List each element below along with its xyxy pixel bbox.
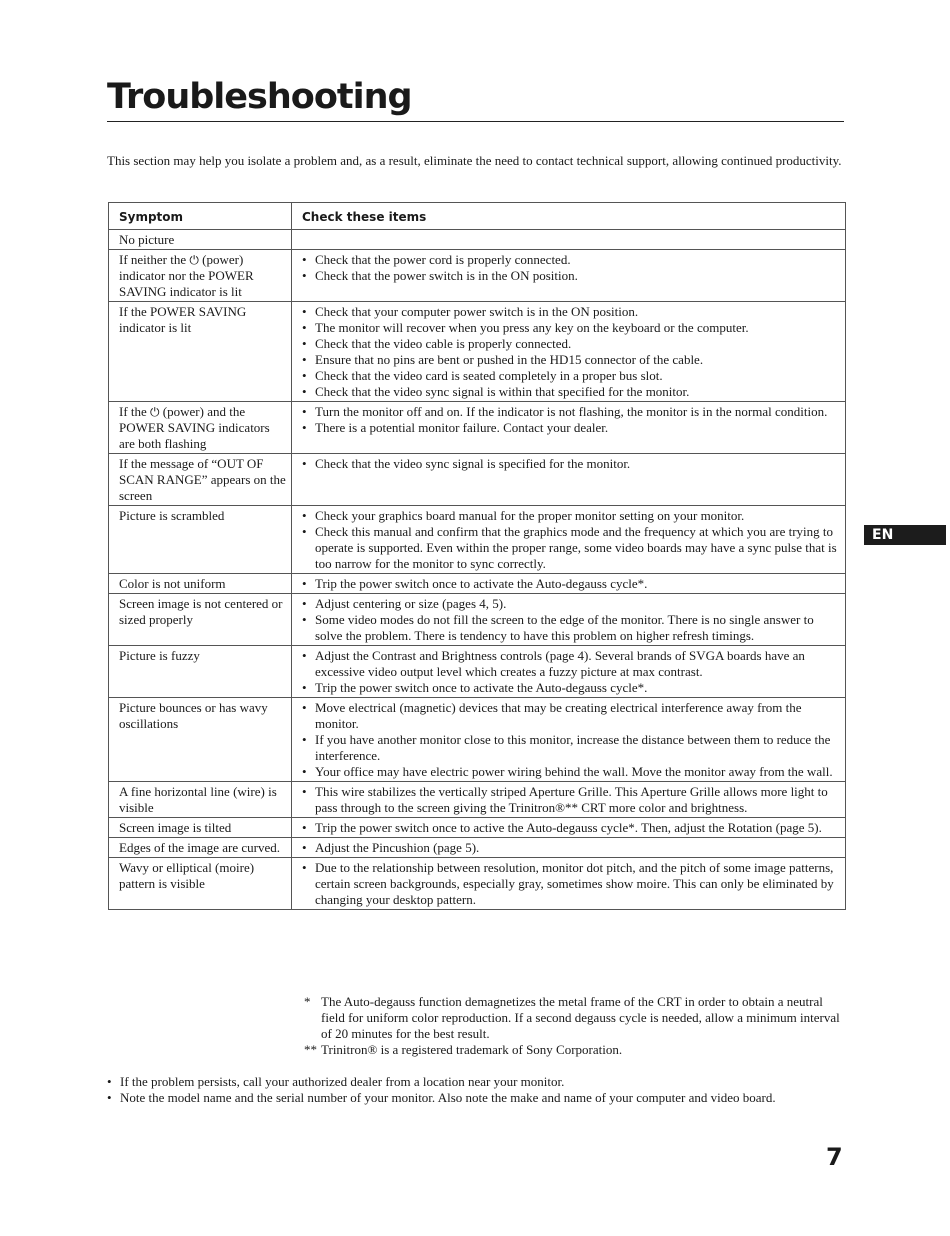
check-items-cell	[292, 818, 846, 838]
symptom-cell: Screen image is not centered or sized properly	[109, 594, 292, 646]
check-item: • There is a potential monitor failure. Contact your dealer.	[302, 420, 841, 436]
check-items-cell	[292, 302, 846, 402]
check-items-cell	[292, 646, 846, 698]
check-item: • Due to the relationship between resolution, monitor dot pitch, and the pitch of some image patterns, certain screen backgrounds, especially gray, sometimes show moire. This can only be eliminated by changing your desktop pattern.	[302, 860, 841, 908]
check-items-list	[302, 648, 841, 696]
check-items-list	[302, 576, 841, 592]
troubleshooting-table	[108, 202, 846, 910]
check-item: • If you have another monitor close to this monitor, increase the distance between them to reduce the interference.	[302, 732, 841, 764]
table-row	[109, 858, 846, 910]
check-items-cell	[292, 250, 846, 302]
check-item: • Trip the power switch once to active the Auto-degauss cycle*. Then, adjust the Rotation (page 5).	[302, 820, 841, 836]
check-item: • Check this manual and confirm that the graphics mode and the frequency at which you are trying to operate is supported. Even within the proper range, some video boards may have a sync pulse that is too narrow for the monitor to sync correctly.	[302, 524, 841, 572]
symptom-cell: Picture is fuzzy	[109, 646, 292, 698]
check-item: • Check that the power switch is in the ON position.	[302, 268, 841, 284]
table-row	[109, 574, 846, 594]
symptom-cell: Color is not uniform	[109, 574, 292, 594]
check-item: • The monitor will recover when you press any key on the keyboard or the computer.	[302, 320, 841, 336]
closing-list	[107, 1074, 847, 1106]
symptom-cell: If the POWER SAVING indicator is lit	[109, 302, 292, 402]
check-items-cell	[292, 506, 846, 574]
check-items-cell	[292, 230, 846, 250]
check-item: • Check that the video cable is properly connected.	[302, 336, 841, 352]
check-item: • This wire stabilizes the vertically striped Aperture Grille. This Aperture Grille allows more light to pass through to the screen giving the Trinitron®** CRT more color and brightness.	[302, 784, 841, 816]
table-row	[109, 506, 846, 574]
symptom-cell: If the message of “OUT OF SCAN RANGE” appears on the screen	[109, 454, 292, 506]
symptom-cell	[109, 250, 292, 302]
symptom-cell: Screen image is tilted	[109, 818, 292, 838]
footnote-mark: **	[304, 1042, 317, 1057]
check-item: • Some video modes do not fill the screen to the edge of the monitor. There is no single answer to solve the problem. There is tendency to have this problem on higher refresh timings.	[302, 612, 841, 644]
check-items-list	[302, 840, 841, 856]
footnote	[304, 1042, 844, 1058]
symptom-cell: A fine horizontal line (wire) is visible	[109, 782, 292, 818]
symptom-header: Symptom	[109, 203, 292, 230]
check-items-list	[302, 252, 841, 284]
check-items-cell	[292, 402, 846, 454]
table-header-row	[109, 203, 846, 230]
table-row	[109, 782, 846, 818]
check-items-cell	[292, 574, 846, 594]
check-item: • Move electrical (magnetic) devices that may be creating electrical interference away from the monitor.	[302, 700, 841, 732]
list-item: • If the problem persists, call your authorized dealer from a location near your monitor.	[107, 1074, 847, 1090]
footnotes	[304, 994, 844, 1058]
list-item: • Note the model name and the serial number of your monitor. Also note the make and name of your computer and video board.	[107, 1090, 847, 1106]
page-title: Troubleshooting	[107, 77, 412, 117]
footnote-text: Trinitron® is a registered trademark of Sony Corporation.	[321, 1042, 623, 1057]
symptom-cell: No picture	[109, 230, 292, 250]
symptom-cell: Picture bounces or has wavy oscillations	[109, 698, 292, 782]
table-row	[109, 402, 846, 454]
check-items-cell	[292, 594, 846, 646]
check-items-cell	[292, 782, 846, 818]
check-items-cell	[292, 838, 846, 858]
check-items-cell	[292, 454, 846, 506]
check-items-list	[302, 508, 841, 572]
table-row	[109, 818, 846, 838]
check-items-list	[302, 784, 841, 816]
check-item: • Adjust the Contrast and Brightness controls (page 4). Several brands of SVGA boards have an excessive video output level which creates a fuzzy picture at max contrast.	[302, 648, 841, 680]
page-number: 7	[826, 1143, 843, 1171]
check-item: • Check that the power cord is properly connected.	[302, 252, 841, 268]
power-icon: ⏻	[150, 405, 160, 419]
check-item: • Check that your computer power switch is in the ON position.	[302, 304, 841, 320]
symptom-text: If neither the	[119, 252, 187, 267]
table-row	[109, 302, 846, 402]
symptom-text: (power) and the POWER SAVING indicators are both flashing	[119, 404, 270, 451]
table-row	[109, 646, 846, 698]
symptom-text: (power) indicator nor the POWER SAVING indicator is lit	[119, 252, 254, 299]
check-items-list	[302, 820, 841, 836]
check-items-list	[302, 304, 841, 400]
check-item: • Check that the video card is seated completely in a proper bus slot.	[302, 368, 841, 384]
footnote	[304, 994, 844, 1042]
check-items-cell	[292, 858, 846, 910]
symptom-text: If the	[119, 404, 147, 419]
check-item: • Ensure that no pins are bent or pushed in the HD15 connector of the cable.	[302, 352, 841, 368]
footnote-mark: *	[304, 994, 311, 1009]
check-items-list	[302, 596, 841, 644]
check-items-list	[302, 456, 841, 472]
check-items-list	[302, 404, 841, 436]
power-icon: ⏻	[189, 253, 199, 267]
check-item: • Turn the monitor off and on. If the indicator is not flashing, the monitor is in the normal condition.	[302, 404, 841, 420]
check-item: • Check that the video sync signal is specified for the monitor.	[302, 456, 841, 472]
check-item: • Adjust the Pincushion (page 5).	[302, 840, 841, 856]
check-items-header: Check these items	[292, 203, 846, 230]
check-items-cell	[292, 698, 846, 782]
footnote-text: The Auto-degauss function demagnetizes the metal frame of the CRT in order to obtain a neutral field for uniform color reproduction. If a second degauss cycle is needed, allow a minimum interval of 20 minutes for the best result.	[321, 994, 840, 1041]
symptom-cell: Wavy or elliptical (moire) pattern is visible	[109, 858, 292, 910]
title-divider	[107, 121, 844, 122]
check-item: • Your office may have electric power wiring behind the wall. Move the monitor away from the wall.	[302, 764, 841, 780]
check-items-list	[302, 860, 841, 908]
language-tab: EN	[864, 525, 946, 545]
check-item: • Check your graphics board manual for the proper monitor setting on your monitor.	[302, 508, 841, 524]
table-row	[109, 250, 846, 302]
check-item: • Trip the power switch once to activate the Auto-degauss cycle*.	[302, 576, 841, 592]
symptom-cell	[109, 402, 292, 454]
table-row	[109, 698, 846, 782]
intro-paragraph: This section may help you isolate a problem and, as a result, eliminate the need to contact technical support, allowing continued productivity.	[107, 153, 842, 168]
table-row	[109, 230, 846, 250]
check-item: • Trip the power switch once to activate the Auto-degauss cycle*.	[302, 680, 841, 696]
table-row	[109, 838, 846, 858]
check-items-list	[302, 700, 841, 780]
symptom-cell: Picture is scrambled	[109, 506, 292, 574]
table-row	[109, 454, 846, 506]
closing-notes	[107, 1074, 847, 1106]
table-row	[109, 594, 846, 646]
check-item: • Check that the video sync signal is within that specified for the monitor.	[302, 384, 841, 400]
check-item: • Adjust centering or size (pages 4, 5).	[302, 596, 841, 612]
symptom-cell: Edges of the image are curved.	[109, 838, 292, 858]
